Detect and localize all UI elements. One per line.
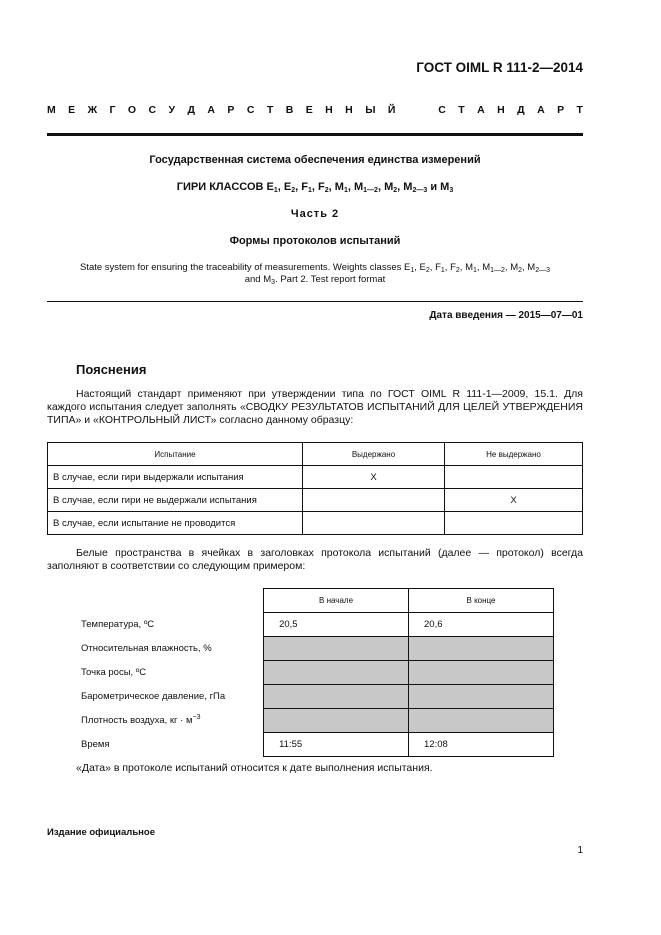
row-label: Барометрическое давление, гПа	[81, 691, 226, 702]
banner-letter: Й	[387, 104, 396, 116]
banner-letter: Ы	[365, 104, 376, 116]
official-edition-note: Издание официальное	[47, 827, 155, 838]
banner-letter: Г	[109, 104, 116, 116]
weight-class: $F_2$	[450, 262, 460, 274]
table-row	[76, 709, 554, 733]
separator: ,	[444, 262, 451, 273]
row-label: В случае, если испытание не проводится	[48, 512, 303, 535]
banner-letter: Т	[576, 104, 583, 116]
weight-class: $M_{2—3}$	[527, 262, 551, 274]
english-tail: . Part 2. Test report format	[275, 274, 386, 285]
title-and: и	[430, 181, 441, 193]
separator: ,	[504, 262, 511, 273]
end-cell	[409, 709, 554, 733]
banner-letter: Н	[325, 104, 333, 116]
part-title: Формы протоколов испытаний	[229, 235, 401, 247]
empty-corner	[76, 589, 264, 613]
document-number: ГОСТ OIML R 111-2—2014	[416, 60, 583, 75]
start-cell	[264, 685, 409, 709]
row-label: Время	[81, 739, 110, 750]
banner-letter: Д	[517, 104, 525, 116]
banner-letter: Р	[227, 104, 235, 116]
col-header-passed: Выдержано	[303, 443, 445, 466]
banner-letter: О	[127, 104, 137, 116]
weight-class: $M_2$	[510, 262, 523, 274]
part-label: Часть 2	[290, 208, 340, 220]
start-cell: 11:55	[264, 733, 409, 757]
weight-class: $F_1$	[301, 181, 312, 194]
failed-cell: X	[445, 489, 583, 512]
page-number: 1	[577, 845, 583, 856]
weight-class: $F_1$	[435, 262, 445, 274]
start-cell	[264, 709, 409, 733]
table-row	[76, 637, 554, 661]
start-cell	[264, 661, 409, 685]
separator: ,	[347, 181, 354, 193]
title-prefix: ГИРИ КЛАССОВ	[176, 181, 267, 193]
col-header-start: В начале	[264, 589, 409, 613]
separator: ,	[377, 181, 385, 193]
banner-letter: А	[477, 104, 485, 116]
row-label: Точка росы, ºC	[81, 667, 147, 678]
header-rule	[47, 133, 583, 136]
weight-class: $M_1$	[334, 181, 348, 194]
row-label: В случае, если гири не выдержали испытания	[48, 489, 303, 512]
banner-letter: Н	[497, 104, 505, 116]
end-cell: 20,6	[409, 613, 554, 637]
weight-class: $M_3$	[440, 181, 454, 194]
english-title	[47, 262, 583, 286]
conditions-table	[76, 588, 554, 757]
table-row	[76, 613, 554, 637]
weight-class: $E_2$	[419, 262, 430, 274]
banner-letter: Ж	[87, 104, 98, 116]
table-row	[48, 512, 583, 535]
end-cell: 12:08	[409, 733, 554, 757]
row-label-text: Плотность воздуха, кг · м	[81, 715, 193, 726]
banner-letter: М	[47, 104, 56, 116]
passed-cell: X	[303, 466, 445, 489]
intro-date: Дата введения — 2015—07—01	[429, 310, 583, 321]
table-row	[76, 685, 554, 709]
banner-letter: С	[246, 104, 255, 116]
end-cell	[409, 661, 554, 685]
banner-letter: Р	[557, 104, 565, 116]
table-row	[76, 661, 554, 685]
weight-class: $F_2$	[318, 181, 329, 194]
banner-letter: Т	[458, 104, 465, 116]
banner-letter: В	[285, 104, 294, 116]
english-and: and	[244, 274, 264, 285]
table-row	[48, 466, 583, 489]
passed-cell	[303, 489, 445, 512]
banner-letter: Д	[187, 104, 195, 116]
weight-class: $M_3$	[263, 274, 276, 286]
start-cell: 20,5	[264, 613, 409, 637]
banner-gap	[408, 104, 426, 116]
banner-letter: С	[148, 104, 157, 116]
separator: ,	[522, 262, 528, 273]
title-system: Государственная система обеспечения единства измерений	[149, 154, 481, 166]
row-label: Относительная влажность, %	[81, 643, 212, 654]
banner-letter: Н	[345, 104, 353, 116]
passed-cell	[303, 512, 445, 535]
separator: ,	[414, 262, 420, 273]
separator: ,	[328, 181, 335, 193]
weight-class: $E_1$	[404, 262, 415, 274]
separator: ,	[459, 262, 466, 273]
failed-cell	[445, 512, 583, 535]
divider-rule	[47, 301, 583, 302]
interstate-standard-banner	[47, 104, 583, 116]
banner-letter: Е	[305, 104, 313, 116]
end-cell	[409, 637, 554, 661]
separator: ,	[476, 262, 483, 273]
english-prefix: State system for ensuring the traceability of measurements. Weights classes	[79, 262, 405, 273]
separator: ,	[311, 181, 319, 193]
weight-class: $E_2$	[283, 181, 296, 194]
row-label	[76, 709, 264, 733]
banner-letter: У	[168, 104, 176, 116]
col-header-failed: Не выдержано	[445, 443, 583, 466]
col-header-test: Испытание	[48, 443, 303, 466]
unit-exponent: −3	[192, 714, 201, 721]
banner-letter: С	[438, 104, 446, 116]
weight-class: $M_{2—3}$	[403, 181, 428, 194]
paragraph-3: «Дата» в протоколе испытаний относится к дате выполнения испытания.	[76, 762, 433, 774]
paragraph-1: Настоящий стандарт применяют при утверждении типа по ГОСТ OIML R 111-1—2009, 15.1. Для каждого испытания следует заполнять «СВОДКУ РЕЗУЛЬТАТОВ ИСПЫТАНИЙ ДЛЯ ЦЕЛЕЙ УТВЕРЖДЕНИЯ ТИПА» и «КОНТРОЛЬНЫЙ ЛИСТ» согласно данному образцу:	[47, 388, 583, 426]
weight-class: $M_{1—2}$	[353, 181, 378, 194]
weight-class: $M_{1—2}$	[482, 262, 505, 274]
col-header-end: В конце	[409, 589, 554, 613]
table-row	[76, 733, 554, 757]
row-label: Температура, ºC	[81, 619, 155, 630]
banner-letter: А	[207, 104, 215, 116]
separator: ,	[295, 181, 302, 193]
separator: ,	[397, 181, 404, 193]
row-label: В случае, если гири выдержали испытания	[48, 466, 303, 489]
table-header-row	[76, 589, 554, 613]
section-title: Пояснения	[76, 362, 147, 377]
separator: ,	[277, 181, 284, 193]
title-weights	[47, 181, 583, 193]
weight-class: $E_1$	[266, 181, 278, 194]
weight-class: $M_2$	[384, 181, 398, 194]
paragraph-2: Белые пространства в ячейках в заголовках протокола испытаний (далее — протокол) всегда заполняют в соответствии со следующим примером:	[47, 547, 583, 572]
separator: ,	[429, 262, 436, 273]
banner-letter: А	[537, 104, 545, 116]
summary-table	[47, 442, 583, 535]
end-cell	[409, 685, 554, 709]
banner-letter: Т	[266, 104, 274, 116]
failed-cell	[445, 466, 583, 489]
table-row	[48, 489, 583, 512]
weight-class: $M_1$	[465, 262, 477, 274]
table-header-row	[48, 443, 583, 466]
banner-letter: Е	[68, 104, 76, 116]
start-cell	[264, 637, 409, 661]
